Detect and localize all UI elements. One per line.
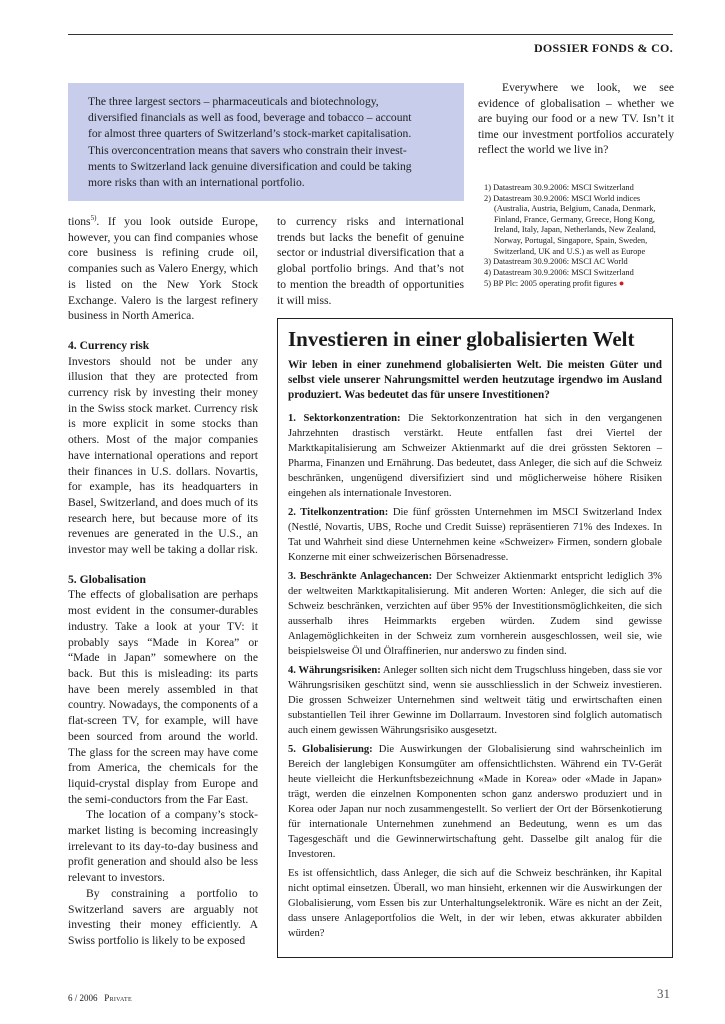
section-header: DOSSIER FONDS & CO. (533, 41, 673, 55)
header-rule (68, 34, 673, 35)
box-item-text: Die fünf grössten Unternehmen im MSCI Switzerland Index (Nestlé, Novartis, UBS, Roche und Credit Suisse) repräsentieren 71% des Indexes. In Tat und Wahrheit sind diese Unternehmen keine «Schweizer» Firmen, sondern globale Konzerne mit einer schweizerischen Börsenadresse. (288, 507, 663, 563)
pull-quote-line: diversified financials as well as food, beverage and tobacco – account (88, 111, 412, 125)
red-dot-icon: ● (618, 278, 625, 289)
article-column-2 (277, 214, 464, 308)
pull-quote-line: This overconcentration means that savers who constrain their invest- (88, 143, 407, 157)
paragraph-start: tions (68, 215, 91, 228)
box-item-label: 5. Globalisierung: (288, 744, 373, 755)
pull-quote-line: for almost three quarters of Switzerland’s stock-market capitalisation. (88, 127, 412, 141)
box-item-text: Anleger sollten sich nicht dem Trugschluss hingeben, dass sie vor Währungsrisiken geschützt sind, wenn sie ausschliesslich in der Schweiz investieren. Die grossen Schweizer Unternehmen sind weltweit tätig und erwirtschaften einen substantiellen Teil ihrer Gewinne im Dollarraum. Investoren sind folglich automatisch auch einem gewissen Währungsrisiko ausgesetzt. (288, 665, 662, 736)
footnote: 3) Datastream 30.9.2006: MSCI AC World (484, 257, 628, 267)
paragraph (68, 214, 258, 324)
box-item (288, 663, 662, 738)
footnote-ref: 5) (90, 214, 97, 223)
pull-quote-line: ments to Switzerland lack genuine diversification and could be taking (88, 159, 412, 173)
footnote: 2) Datastream 30.9.2006: MSCI World indices (Australia, Austria, Belgium, Canada, Denmark, Finland, France, Germany, Greece, Hong Kong, Ireland, Italy, Japan, Netherlands, New Zealand, Norway, Portugal, Singapore, Spain, Sweden, Switzerland, UK and U.S.) as well as Europe (484, 193, 656, 256)
pull-quote-line: more risks than with an international portfolio. (88, 176, 305, 190)
paragraph: The effects of globalisation are perhaps most evident in the consumer-durables industry. Take a look at your TV: it probably says “Made in Korea” or “Made in Japan” somewhere on the back. But this is misleading: its parts have been merely assembled in that country. Nowadays, the components of a flat-screen TV, for example, will have been sourced from around the world. The glass for the screen may have come from America, the chemicals for the liquid-crystal display from Europe and the semi-conductors from the Far East. (68, 588, 258, 806)
footer-issue (68, 993, 132, 1003)
box-item-label: 3. Beschränkte Anlagechancen: (288, 571, 433, 582)
box-lead: Wir leben in einer zunehmend globalisierten Welt. Die meisten Güter und selbst viele unserer Nahrungsmittel werden heutzutage irgendwo im Ausland produziert. Was bedeutet das für unsere Investitionen? (288, 359, 662, 401)
footnote-with-marker (484, 278, 676, 290)
paragraph: By constraining a portfolio to Switzerland savers are arguably not investing their money efficiently. A Swiss portfolio is likely to be exposed (68, 886, 258, 947)
footnote: 1) Datastream 30.9.2006: MSCI Switzerland (484, 183, 634, 192)
box-title: Investieren in einer globalisierten Welt (288, 327, 635, 351)
box-conclusion: Es ist offensichtlich, dass Anleger, die sich auf die Schweiz beschränken, ihr Kapital nicht optimal einsetzen. Überall, wo man hinsieht, erkennen wir die Auswirkungen der Globalisierung, vom Essen bis zur Unterhaltungselektronik. Wäre es nicht an der Zeit, dass unsere Anlageportfolios die Welt, in der wir leben, etwas akkurater abbilden würden? (288, 868, 662, 939)
box-item (288, 411, 662, 501)
paragraph: The location of a company’s stock-market listing is becoming increasingly irrelevant to its day-to-day business and profit generation and should also be less relevant to investors. (68, 808, 258, 885)
footnote: 5) BP Plc: 2005 operating profit figures (484, 279, 617, 289)
paragraph: Investors should not be under any illusion that they are protected from currency risk by investing their money in the Swiss stock market. Currency risk is more explicit in some stocks than others. Most of the major companies have international operations and report their finances in U.S. dollars. Novartis, for example, has its headquarters in Basel, Switzerland, and does much of its research here, but because more of its revenues are generated in the U.S., an investor may well be taking a dollar risk. (68, 354, 258, 557)
section-heading: 4. Currency risk (68, 338, 150, 352)
section-heading: 5. Globalisation (68, 572, 146, 586)
box-item (288, 505, 662, 565)
magazine-name: Private (104, 993, 132, 1003)
german-summary-box (277, 318, 673, 958)
issue-date: 6 / 2006 (68, 993, 98, 1003)
footnote: 4) Datastream 30.9.2006: MSCI Switzerland (484, 267, 634, 277)
pull-quote-line: The three largest sectors – pharmaceuticals and biotechnology, (88, 95, 379, 108)
box-item-text: Die Sektorkonzentration hat sich in den vergangenen Jahrzehnten drastisch verstärkt. Heute entfallen fast drei Viertel der Marktkapitalisierung am Schweizer Aktienmarkt auf die drei grössten Sektoren – Pharma, Finanzen und Ernährung. Das bedeutet, dass Anleger, die sich auf die Schweiz beschränken, ungenügend diversifiziert sind und möglicherweise höhere Risiken eingehen als internationale Investoren. (288, 413, 662, 499)
paragraph-rest: . If you look outside Europe, however, you can find companies whose core business is refining crude oil, companies such as Valero Energy, which is listed on the New York Stock Exchange. Valero is the largest refinery business in North America. (68, 215, 258, 323)
pull-quote (68, 83, 464, 201)
box-item-label: 4. Währungsrisiken: (288, 665, 381, 676)
box-item-label: 1. Sektorkonzentration: (288, 413, 401, 424)
article-column-1 (68, 214, 258, 949)
box-item-text: Der Schweizer Aktienmarkt entspricht lediglich 3% der weltweiten Marktkapitalisierung. Mit anderen Worten: Anleger, die sich auf die Schweiz beschränken, verzichten auf über 95% der Investitionsmöglichkeiten, die sich ausserhalb ihres Heimmarkts ergeben würden. Zudem sind gewisse Anlagemöglichkeiten in der Schweiz zum vornherein ausgeschlossen, weil sie, wie beispielsweise Öl und Ölraffinerien, nur anderswo zu finden sind. (288, 571, 662, 657)
intro-paragraph: Everywhere we look, we see evidence of globalisation – whether we are buying our food or a new TV. Isn’t it time our investment portfolios accurately reflect the world we live in? (478, 81, 674, 157)
paragraph: to currency risks and international trends but lacks the benefit of genuine sector or industrial diversification that a global portfolio brings. And that’s not to mention the breadth of opportunities it will miss. (277, 215, 464, 307)
box-item (288, 569, 662, 659)
box-item-label: 2. Titelkonzentration: (288, 507, 389, 518)
page-number: 31 (657, 986, 670, 1001)
box-item (288, 742, 662, 862)
footnotes (484, 183, 676, 290)
box-item-text: Die Auswirkungen der Globalisierung sind wahrscheinlich im Bereich der langlebigen Konsumgüter am offensichtlichsten. Während ein TV-Gerät heute vielleicht die Herkunftsbezeichnung «Made in Korea» oder «Made in Japan» trägt, werden die einzelnen Komponenten schon ganz anderswo produziert und in Korea oder Japan nur noch zusammengestellt. So verliert der Ort der Börsenkotierung für internationale Unternehmen zunehmend an Bedeutung, wenn es um das Tagesgeschäft und die Gewinnerwirtschaftung geht. Dasselbe gilt analog für die Investoren. (288, 744, 662, 860)
